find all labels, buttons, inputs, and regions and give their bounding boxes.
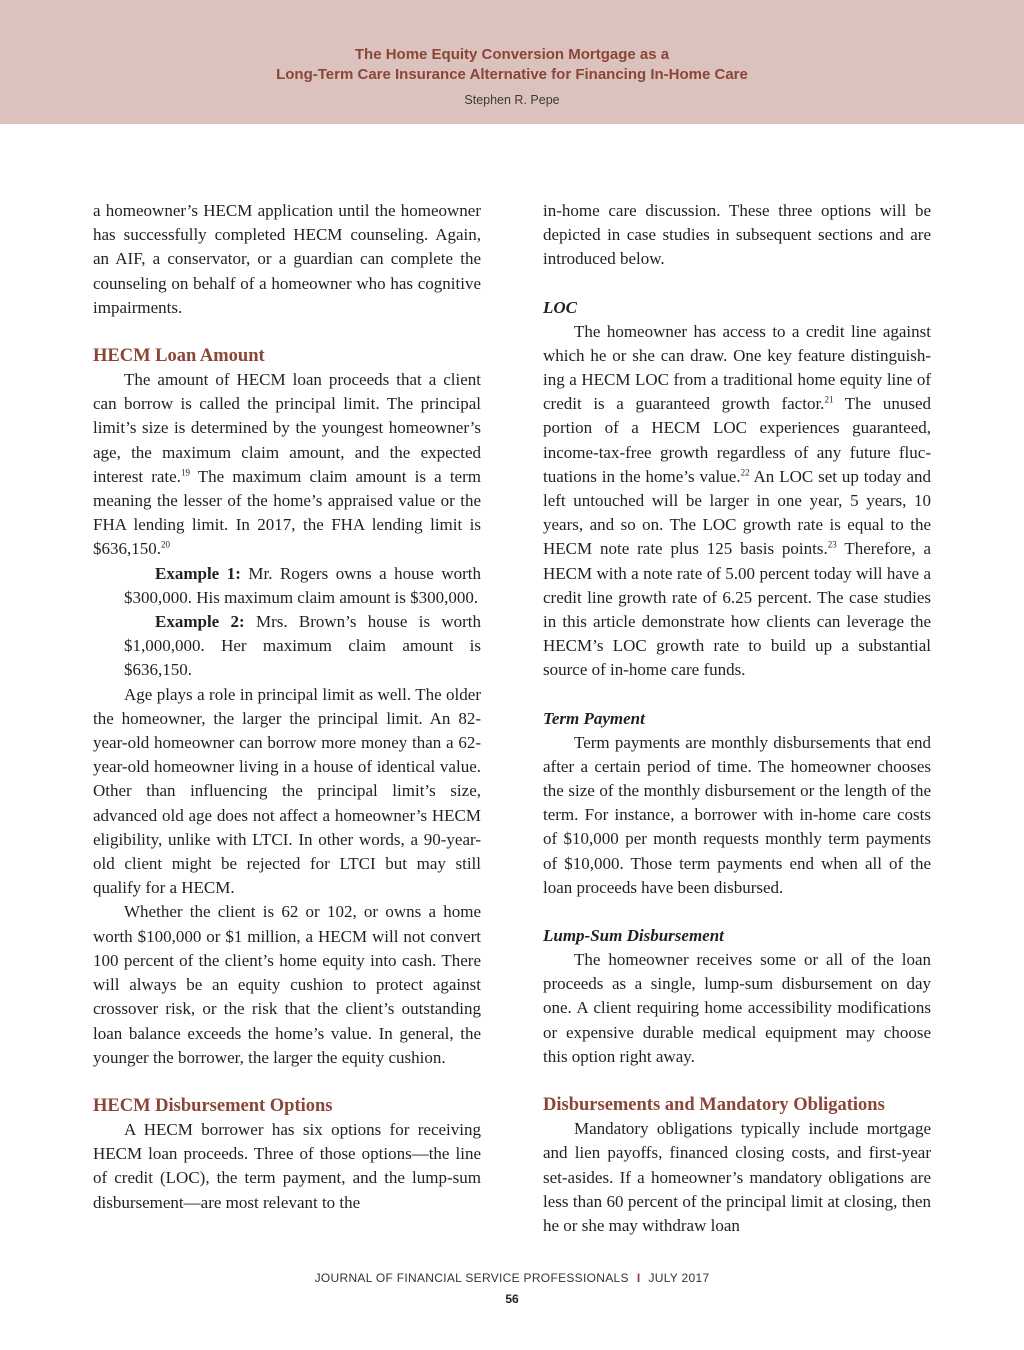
running-header [0, 0, 1024, 124]
right-column [543, 199, 931, 1238]
footnote-ref: 21 [824, 394, 834, 405]
paragraph: Whether the client is 62 or 102, or owns a home worth $100,000 or $1 million, a HECM will not convert 100 percent of the client’s home equity into cash. There will always be an equity cushion to protect against crossover risk, or the risk that the client’s outstanding loan balance exceeds the home’s value. In general, the younger the borrower, the larger the equity cushion. [93, 902, 481, 1067]
article-author: Stephen R. Pepe [464, 93, 560, 107]
subheading-term-payment: Term Payment [543, 708, 645, 728]
paragraph: Age plays a role in principal limit as well. The older the homeowner, the larger the principal limit. An 82-year-old homeowner can borrow more money than a 62-year-old homeowner living in a house of identical value. Other than influencing the principal limit’s size, advanced old age does not affect a homeowner’s HECM eligibility, unlike with LTCI. In other words, a 90-year-old client might be rejected for LTCI but may still qualify for a HECM. [93, 684, 481, 898]
section-heading-loan-amount: HECM Loan Amount [93, 346, 265, 367]
footnote-ref: 19 [180, 467, 190, 478]
article-title-line-2: Long-Term Care Insurance Alternative for Financing In-Home Care [276, 66, 748, 83]
example-1: Example 1: Mr. Rogers owns a house worth $300,000. His maximum claim amount is $300,000. [124, 563, 481, 607]
footnote-ref: 22 [740, 467, 750, 478]
example-2: Example 2: Mrs. Brown’s house is worth $1,000,000. Her maximum claim amount is $636,150. [124, 612, 481, 680]
paragraph: a homeowner’s HECM application until the homeowner has successfully completed HECM counseling. Again, an AIF, a conservator, or a guardian can complete the counseling on behalf of a homeowner who has cognitive impairments. [93, 201, 481, 317]
section-heading-mandatory-obligations: Disbursements and Mandatory Obligations [543, 1095, 885, 1116]
issue-date: JULY 2017 [648, 1271, 710, 1285]
footnote-ref: 20 [161, 539, 170, 550]
article-title-line-1: The Home Equity Conversion Mortgage as a [354, 46, 670, 63]
article-title [0, 45, 1024, 85]
page-number: 56 [505, 1292, 519, 1306]
journal-name: JOURNAL OF FINANCIAL SERVICE PROFESSIONALS [314, 1271, 629, 1285]
footnote-ref: 23 [827, 539, 837, 550]
section-heading-disbursement-options: HECM Disbursement Options [93, 1095, 333, 1116]
paragraph: in-home care discussion. These three options will be depicted in case studies in subsequent sections and are introduced below. [543, 201, 931, 269]
paragraph: The homeowner receives some or all of the loan proceeds as a single, lump-sum disbursement on day one. A client requiring home accessibility modifications or expensive durable medical equipment may choose this option right away. [543, 950, 931, 1066]
paragraph: The amount of HECM loan proceeds that a client can borrow is called the principal limit. The principal limit’s size is determined by the youngest homeowner’s age, the maximum claim amount, and the expected interest rate.$^{19}$ The maximum claim amount is a term meaning the lesser of the home’s appraised value or the FHA lending limit. In 2017, the FHA lending limit is $636,150.20 [93, 370, 481, 559]
running-footer [0, 1271, 1024, 1285]
paragraph: The homeowner has access to a credit line against which he or she can draw. One key feature distinguishing a HECM LOC from a traditional home equity line of credit is a guaranteed growth factor.$^{21}$ The unused portion of a HECM LOC experiences guaranteed, income-tax-free growth regardless of any future fluctuations in the home’s value.$^{22}$ An LOC set up today and left untouched will be larger in one year, 5 years, 10 years, and so on. The LOC growth rate is equal to the HECM note rate plus 125 basis points.$^{23}$ Therefore, a HECM with a note rate of 5.00 percent today will have a credit line growth rate of 6.25 percent. The case studies in this article demonstrate how clients can leverage the HECM’s LOC growth rate to build up a substantial source of in-home care funds. [543, 321, 931, 680]
subheading-loc: LOC [543, 297, 577, 317]
subheading-lump-sum: Lump-Sum Disbursement [543, 926, 724, 946]
paragraph: A HECM borrower has six options for receiving HECM loan proceeds. Three of those options—the line of credit (LOC), the term payment, and the lump-sum disbursement—are most relevant to the [93, 1119, 481, 1212]
footer-separator: I [636, 1271, 641, 1285]
paragraph: Term payments are monthly disbursements that end after a certain period of time. The homeowner chooses the size of the monthly disbursement or the length of the term. For instance, a borrower with in-home care costs of $10,000 per month requests monthly term payments of $10,000. Those term payments end when all of the loan proceeds have been disbursed. [543, 732, 931, 897]
paragraph: Mandatory obligations typically include mortgage and lien payoffs, financed closing costs, and first-year set-asides. If a homeowner’s mandatory obligations are less than 60 percent of the principal limit at closing, then he or she may withdraw loan [543, 1119, 931, 1235]
left-column [93, 199, 481, 1215]
